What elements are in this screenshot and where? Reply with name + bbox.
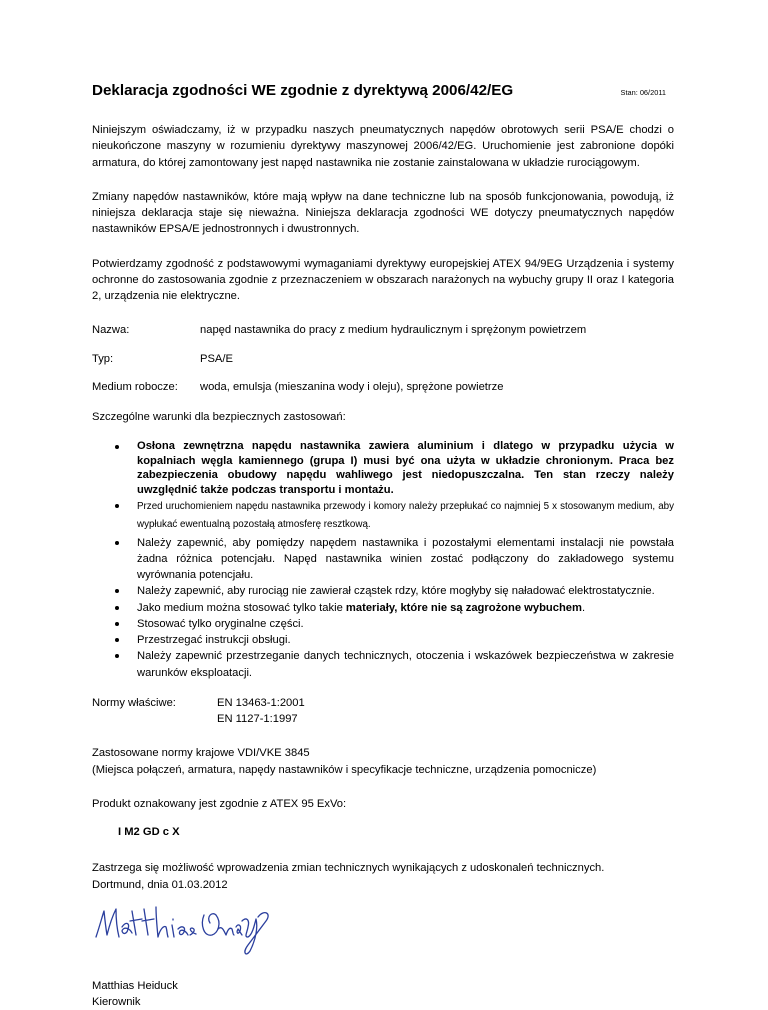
list-item (92, 583, 674, 599)
list-item (92, 498, 674, 535)
item-text: Należy zapewnić przestrzeganie danych technicznych, otoczenia i wskazówek bezpieczeństwa w zakresie warunków eksploatacji. (137, 650, 674, 679)
standards-list (217, 695, 305, 727)
bullet-icon (115, 541, 119, 545)
list-item (92, 632, 674, 648)
item-text: Stosować tylko oryginalne części. (137, 617, 304, 630)
bullet-icon (115, 654, 119, 658)
standards-label: Normy właściwe: (92, 696, 176, 709)
item-text-pre: Jako medium można stosować tylko takie (137, 601, 346, 614)
bullet-icon (115, 606, 119, 610)
item-text: Przestrzegać instrukcji obsługi. (137, 634, 291, 647)
declaration-page (92, 82, 674, 1010)
standard-item: EN 13463-1:2001 (217, 696, 305, 709)
signer-role: Kierownik (92, 996, 141, 1009)
bullet-icon (115, 589, 119, 593)
field-value: woda, emulsja (mieszanina wody i oleju), sprężone powietrze (200, 380, 504, 393)
item-text: Przed uruchomieniem napędu nastawnika przewody i komory należy przepłukać co najmniej 5 x stosowanym medium, aby wypłukać ewentualną pozostałą atmosferę resztkową. (137, 500, 674, 531)
field-label: Typ: (92, 352, 114, 365)
conditions-list (92, 439, 674, 681)
field-label: Nazwa: (92, 324, 130, 337)
item-text-bold: materiały, które nie są zagrożone wybuchem (345, 601, 582, 614)
field-typ (92, 351, 674, 367)
field-value: napęd nastawnika do pracy z medium hydraulicznym i sprężonym powietrzem (200, 324, 587, 337)
field-nazwa (92, 322, 674, 338)
status-date: Stan: 06/2011 (620, 88, 666, 97)
item-text: Należy zapewnić, aby pomiędzy napędem nastawnika i pozostałymi elementami instalacji nie powstała żadna różnica potencjału. Napęd nastawnika winien zostać podłączony do zakładowego systemu wyrównania potencjału. (137, 536, 674, 582)
paragraph-intro: Niniejszym oświadczamy, iż w przypadku naszych pneumatycznych napędów obrotowych serii PSA/E chodzi o nieukończone maszyny w rozumieniu dyrektywy maszynowej 2006/42/EG. Uruchomienie jest zabronione dopóki armatura, do której zamontowany jest napęd nastawnika nie zostanie zainstalowana w układzie rurociągowym. (92, 124, 674, 169)
document-title: Deklaracja zgodności WE zgodnie z dyrektywą 2006/42/EG (92, 82, 514, 99)
bullet-icon (115, 504, 119, 508)
field-medium (92, 379, 674, 395)
item-text: Osłona zewnętrzna napędu nastawnika zawiera aluminium i dlatego w przypadku użycia w kopalniach węgla kamiennego (grupa I) musi być ona użyta w układzie chronionym. Praca bez zabezpieczenia obudowy napędu wahliwego jest niedopuszczalna. Ten stan rzeczy należy uwzględnić także podczas transportu i montażu. (137, 440, 674, 496)
list-item (92, 616, 674, 632)
conditions-heading: Szczególne warunki dla bezpiecznych zastosowań: (92, 411, 346, 424)
list-item (92, 439, 674, 497)
list-item (92, 648, 674, 680)
paragraph-atex: Potwierdzamy zgodność z podstawowymi wymaganiami dyrektywy europejskiej ATEX 94/9EG Urządzenia i systemy ochronne do zastosowania zgodnie z przeznaczeniem w obszarach narażonych na wybuchy grupy II oraz I kategoria 2, urządzenia nie elektryczne. (92, 257, 674, 303)
list-item (92, 535, 674, 584)
bullet-icon (115, 622, 119, 626)
item-text: Należy zapewnić, aby rurociąg nie zawierał cząstek rdzy, które mogłyby się naładować elektrostatycznie. (137, 585, 655, 598)
signer-name: Matthias Heiduck (92, 979, 178, 992)
bullet-icon (115, 445, 119, 449)
standard-item: EN 1127-1:1997 (217, 713, 298, 726)
paragraph-changes: Zmiany napędów nastawników, które mają wpływ na dane techniczne lub na sposób funkcjonowania, powodują, iż niniejsza deklaracja staje się nieważna. Niniejsza deklaracja zgodności WE dotyczy pneumatycznych napędów nastawników EPSA/E jednostronnych i dwustronnych. (92, 190, 674, 236)
field-value: PSA/E (200, 352, 233, 365)
list-item (92, 600, 674, 616)
field-label: Medium robocze: (92, 380, 178, 393)
national-standards-line: Zastosowane normy krajowe VDI/VKE 3845 (92, 747, 310, 760)
national-standards-note: (Miejsca połączeń, armatura, napędy nastawników i specyfikacje techniczne, urządzenia pomocnicze) (92, 763, 597, 776)
atex-code: I M2 GD c X (118, 826, 180, 839)
signature-icon (92, 897, 282, 957)
bullet-icon (115, 638, 119, 642)
standards-block (92, 695, 674, 727)
national-standards (92, 745, 674, 777)
header (92, 82, 674, 100)
item-text-post: . (581, 601, 586, 614)
product-marking: Produkt oznakowany jest zgodnie z ATEX 95 ExVo: (92, 797, 347, 810)
place-date: Dortmund, dnia 01.03.2012 (92, 878, 228, 891)
closing-note: Zastrzega się możliwość wprowadzenia zmian technicznych wynikających z udoskonaleń technicznych. (92, 862, 605, 875)
